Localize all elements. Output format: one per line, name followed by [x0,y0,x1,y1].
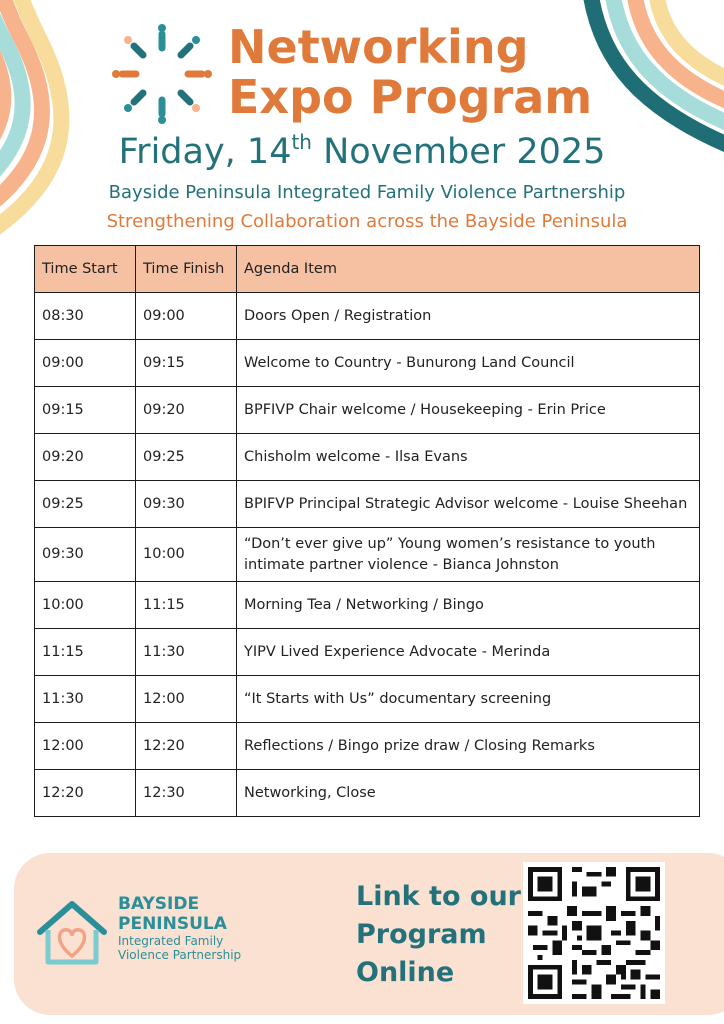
time-start: 12:20 [35,770,136,817]
partnership-name: Bayside Peninsula Integrated Family Violence Partnership [108,182,626,203]
link-line-1: Link to our [356,881,521,912]
org-line-1: BAYSIDE [118,894,200,914]
agenda-item: Chisholm welcome - Ilsa Evans [237,434,700,481]
title-line-2: Expo Program [228,70,593,124]
time-start: 11:30 [35,676,136,723]
agenda-item: “It Starts with Us” documentary screening [237,676,700,723]
date-suffix: th [291,130,312,154]
table-row [35,434,700,481]
time-finish: 09:25 [136,434,237,481]
time-finish: 09:20 [136,387,237,434]
date-prefix: Friday, 14 [118,132,292,172]
time-finish: 12:30 [136,770,237,817]
agenda-item: Welcome to Country - Bunurong Land Council [237,340,700,387]
agenda-item: “Don’t ever give up” Young women’s resistance to youth intimate partner violence - Bianca Johnston [237,528,700,582]
time-start: 11:15 [35,629,136,676]
qr-code-icon[interactable] [523,862,665,1004]
time-start: 09:20 [35,434,136,481]
time-finish: 10:00 [136,528,237,582]
program-link-text [356,878,521,992]
time-start: 10:00 [35,582,136,629]
agenda-header-row [35,246,700,293]
agenda-item: BPFIVP Chair welcome / Housekeeping - Erin Price [237,387,700,434]
agenda-table [34,245,700,817]
header-time-finish: Time Finish [136,246,237,293]
networking-logo-icon [112,24,212,124]
table-row [35,676,700,723]
date-rest: November 2025 [312,132,606,172]
agenda-item: YIPV Lived Experience Advocate - Merinda [237,629,700,676]
time-start: 09:15 [35,387,136,434]
table-row [35,770,700,817]
page-title [228,22,648,122]
time-finish: 11:15 [136,582,237,629]
table-row [35,340,700,387]
header-agenda-item: Agenda Item [237,246,700,293]
time-finish: 09:30 [136,481,237,528]
time-start: 09:25 [35,481,136,528]
time-start: 08:30 [35,293,136,340]
org-name [118,894,241,962]
table-row [35,528,700,582]
time-finish: 11:30 [136,629,237,676]
event-date [0,132,724,172]
agenda-item: Morning Tea / Networking / Bingo [237,582,700,629]
org-line-3: Integrated Family [118,934,224,948]
time-finish: 09:00 [136,293,237,340]
title-line-1: Networking [228,20,529,74]
table-row [35,629,700,676]
agenda-item: BPIFVP Principal Strategic Advisor welcome - Louise Sheehan [237,481,700,528]
time-start: 12:00 [35,723,136,770]
time-finish: 09:15 [136,340,237,387]
tagline: Strengthening Collaboration across the Bayside Peninsula [106,211,628,232]
time-start: 09:30 [35,528,136,582]
agenda-item: Networking, Close [237,770,700,817]
table-row [35,582,700,629]
agenda-item: Doors Open / Registration [237,293,700,340]
agenda-item: Reflections / Bingo prize draw / Closing Remarks [237,723,700,770]
link-line-2: Program [356,919,487,950]
time-finish: 12:00 [136,676,237,723]
table-row [35,481,700,528]
table-row [35,387,700,434]
org-line-4: Violence Partnership [118,948,242,962]
org-line-2: PENINSULA [118,914,227,934]
house-heart-logo-icon [34,896,110,968]
table-row [35,723,700,770]
time-start: 09:00 [35,340,136,387]
time-finish: 12:20 [136,723,237,770]
table-row [35,293,700,340]
link-line-3: Online [356,957,455,988]
header-time-start: Time Start [35,246,136,293]
